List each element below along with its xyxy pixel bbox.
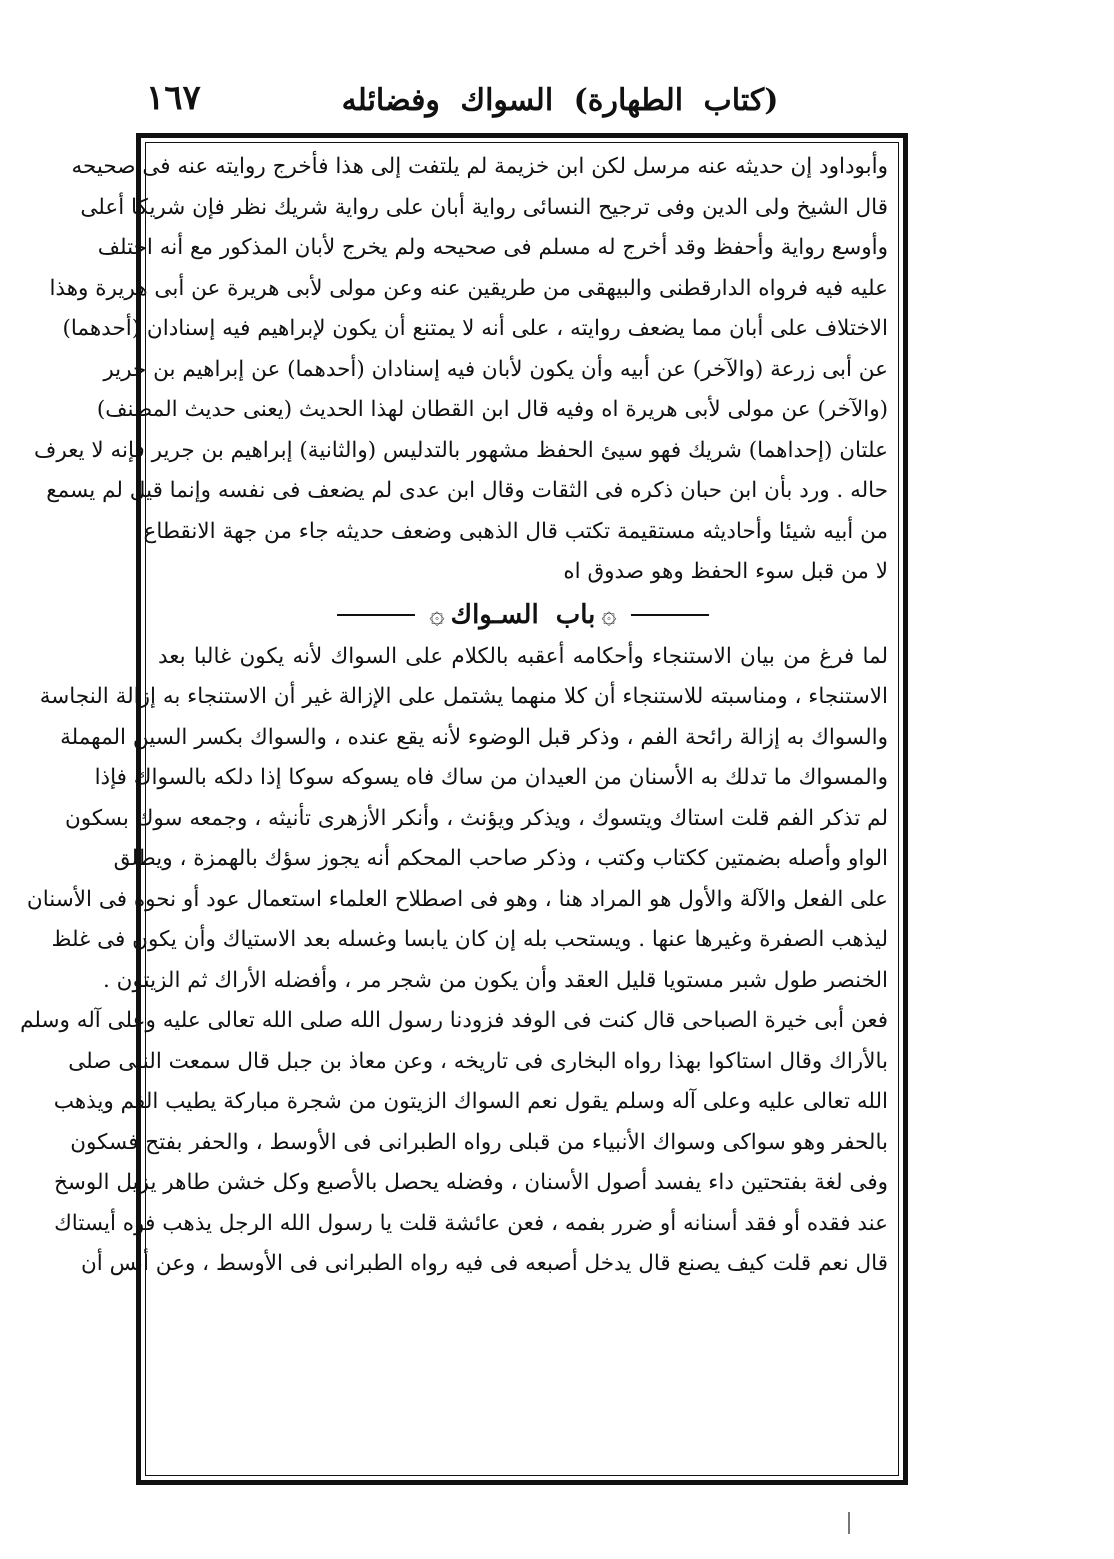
margin-mark [848, 1512, 850, 1534]
text-line: قال الشيخ ولى الدين وفى ترجيح النسائى رواية أبان على رواية شريك نظر فإن شريكا أعلى [80, 194, 888, 220]
text-line: عليه فيه فرواه الدارقطنى والبيهقى من طريقين عنه وعن مولى لأبى هريرة عن أبى هريرة وهذا [49, 275, 888, 301]
text-line: وأوسع رواية وأحفظ وقد أخرج له مسلم فى صحيحه ولم يخرج لأبان المذكور مع أنه اختلف [97, 235, 888, 260]
text-line: والسواك به إزالة رائحة الفم ، وذكر قبل الوضوء لأنه يقع عنده ، والسواك بكسر السين المهملة [60, 724, 888, 750]
running-title: (كتاب الطهارة) السواك وفضائله [341, 82, 779, 118]
text-line: فعن أبى خيرة الصباحى قال كنت فى الوفد فزودنا رسول الله صلى الله تعالى عليه وعلى آله وسلم [20, 1008, 888, 1033]
text-line: ليذهب الصفرة وغيرها عنها . ويستحب بله إن كان يابسا وغسله بعد الاستياك وأن يكون فى غلظ [51, 927, 888, 952]
text-line: الخنصر طول شبر مستويا قليل العقد وأن يكون من شجر مر ، وأفضله الأراك ثم الزيتون . [103, 967, 888, 993]
text-line: قال نعم قلت كيف يصنع قال يدخل أصبعه فى فيه رواه الطبرانى فى الأوسط ، وعن أنس أن [80, 1251, 888, 1276]
text-line: حاله . ورد بأن ابن حبان ذكره فى الثقات وقال ابن عدى لم يضعف فى نفسه وإنما قيل لم يسمع [46, 478, 888, 503]
text-line: على الفعل والآلة والأول هو المراد هنا ، وهو فى اصطلاح العلماء استعمال عود أو نحوه فى الأسنان [26, 886, 888, 912]
heading-rule-left [337, 614, 415, 616]
text-line: الواو وأصله بضمتين ككتاب وكتب ، وذكر صاحب المحكم أنه يجوز سؤك بالهمزة ، ويطلق [113, 846, 888, 871]
page-number: ١٦٧ [146, 78, 201, 118]
text-line: عند فقده أو فقد أسنانه أو ضرر بفمه ، فعن عائشة قلت يا رسول الله الرجل يذهب فوه أيستاك [54, 1210, 888, 1236]
text-line: لا من قبل سوء الحفظ وهو صدوق اه [563, 559, 888, 584]
text-line: الاستنجاء ، ومناسبته للاستنجاء أن كلا منهما يشتمل على الإزالة غير أن الاستنجاء به إزالة النجاسة [39, 684, 888, 709]
chapter-heading [158, 593, 888, 637]
ornament-icon: ۞ [429, 599, 445, 630]
text-line: علتان (إحداهما) شريك فهو سيئ الحفظ مشهور بالتدليس (والثانية) إبراهيم بن جرير فإنه لا يعرف [34, 437, 888, 463]
text-line: من أبيه شيئا وأحاديثه مستقيمة تكتب قال الذهبى وضعف حديثه جاء من جهة الانقطاع [143, 518, 888, 544]
text-line: بالحفر وهو سواكى وسواك الأنبياء من قبلى رواه الطبرانى فى الأوسط ، والحفر بفتح فسكون [70, 1129, 888, 1155]
ornament-icon: ۞ [601, 599, 617, 630]
page-header [140, 70, 980, 130]
text-line: وأبوداود إن حديثه عنه مرسل لكن ابن خزيمة لم يلتفت إلى هذا فأخرج روايته عنه فى صحيحه [71, 154, 888, 179]
body-text [20, 147, 888, 1465]
heading-rule-right [631, 614, 709, 616]
text-line: الله تعالى عليه وعلى آله وسلم يقول نعم السواك الزيتون من شجرة مباركة يطيب الفم ويذهب [53, 1089, 888, 1114]
text-line: (والآخر) عن مولى لأبى هريرة اه وفيه قال ابن القطان لهذا الحديث (يعنى حديث المصنف) [96, 397, 888, 422]
paragraph-2 [20, 637, 888, 1285]
text-line: بالأراك وقال استاكوا بهذا رواه البخارى فى تاريخه ، وعن معاذ بن جبل قال سمعت النبى صلى [68, 1048, 888, 1074]
text-line: لم تذكر الفم قلت استاك ويتسوك ، ويذكر ويؤنث ، وأنكر الأزهرى تأنيثه ، وجمعه سوك بسكون [64, 805, 888, 831]
text-line: عن أبى زرعة (والآخر) عن أبيه وأن يكون لأبان فيه إسنادان (أحدهما) عن إبراهيم بن جرير [103, 356, 888, 382]
text-line: وفى لغة بفتحتين داء يفسد أصول الأسنان ، وفضله يحصل بالأصبع وكل خشن طاهر يزيل الوسخ [53, 1170, 888, 1195]
paragraph-1 [34, 147, 888, 593]
text-line: الاختلاف على أبان مما يضعف روايته ، على أنه لا يمتنع أن يكون لإبراهيم فيه إسنادان (أحدهما) [62, 316, 888, 341]
text-line: والمسواك ما تدلك به الأسنان من العيدان من ساك فاه يسوكه سوكا إذا دلكه بالسواك فإذا [94, 765, 888, 790]
chapter-title: باب السـواك [450, 599, 596, 630]
text-line: لما فرغ من بيان الاستنجاء وأحكامه أعقبه بالكلام على السواك لأنه يكون غالبا بعد [158, 643, 888, 669]
